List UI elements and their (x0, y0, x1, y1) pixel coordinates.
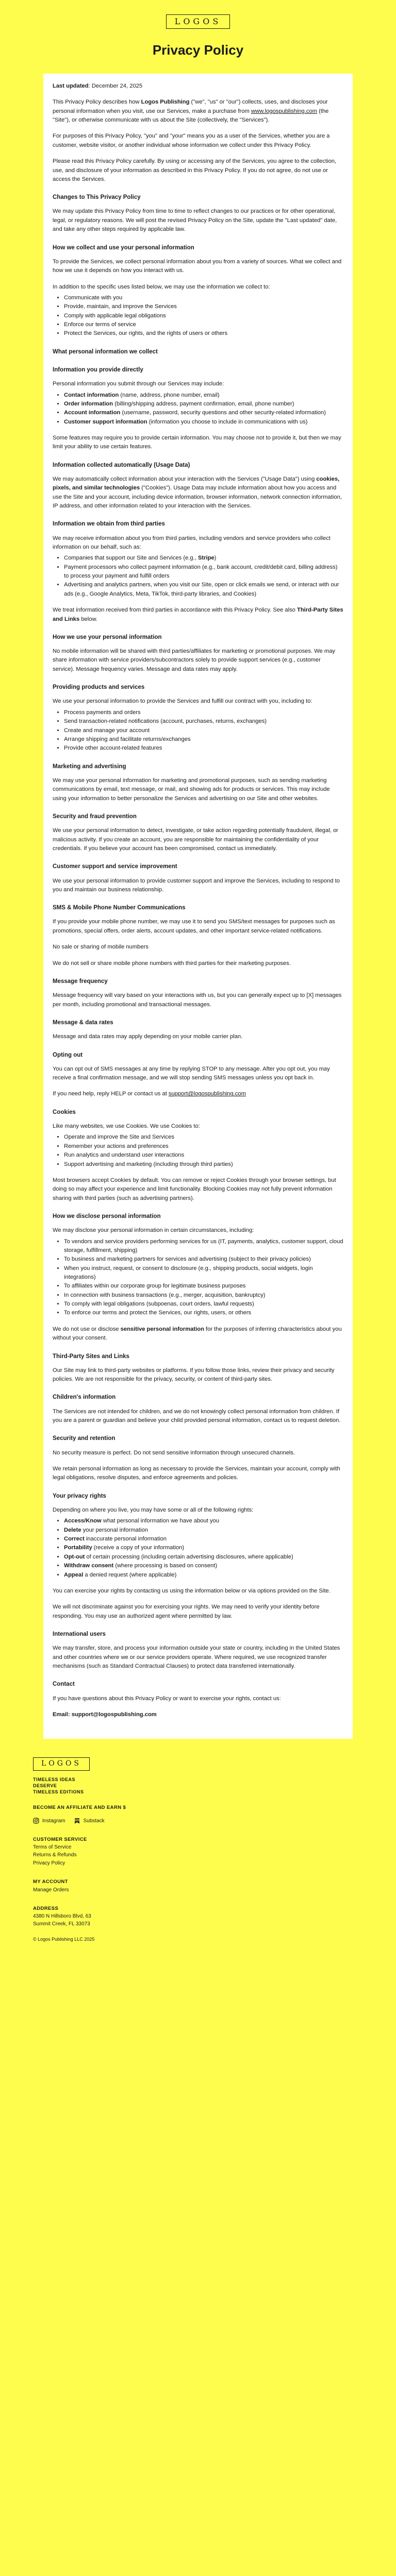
support-email-link[interactable]: support@logospublishing.com (168, 1091, 246, 1097)
section-heading-children: Children's information (53, 1394, 116, 1401)
cookies-list (64, 1133, 343, 1168)
list-item: • Process payments and orders (64, 708, 343, 717)
address-line: Summit Creek, FL 33073 (33, 1921, 90, 1927)
rights-text-1: You can exercise your rights by contacting us using the information below or via options provided on the Site. (53, 1587, 331, 1594)
address-title: ADDRESS (33, 1906, 59, 1912)
list-item: • Customer support information (information you choose to include in communications with us) (64, 418, 343, 427)
third-intro: We may receive information about you from third parties, including vendors and service providers who collect information on our behalf, such as: (53, 535, 331, 550)
contact-text: If you have questions about this Privacy Policy or want to exercise your rights, contact us: (53, 1695, 281, 1702)
customer-service-title: CUSTOMER SERVICE (33, 1836, 87, 1842)
opt-out-text: You can opt out of SMS messages at any time by replying STOP to any message. After you opt out, you may receive a final confirmation message, and we will stop sending SMS messages unless you opt back in. (53, 1065, 330, 1081)
list-item: • Companies that support our Site and Services (e.g., Stripe) (64, 554, 343, 563)
section-heading-rights: Your privacy rights (53, 1493, 106, 1499)
rights-list (64, 1517, 343, 1580)
list-item: • Create and manage your account (64, 726, 343, 735)
list-item: • Remember your actions and preferences (64, 1142, 343, 1151)
instagram-link[interactable]: Instagram (33, 1817, 65, 1825)
site-link[interactable]: www.logospublishing.com (251, 108, 318, 114)
retention-text-1: No security measure is perfect. Do not send sensitive information through unsecured channels. (53, 1449, 295, 1456)
section-heading-cookies: Cookies (53, 1109, 76, 1115)
list-item: • Account information (username, password, security questions and other security-related information) (64, 409, 343, 417)
my-account-title: MY ACCOUNT (33, 1879, 68, 1885)
list-item: • Access/Know what personal information we have about you (64, 1517, 343, 1526)
rights-intro: Depending on where you live, you may have some or all of the following rights: (53, 1507, 254, 1514)
use-info-text: No mobile information will be shared with third parties/affiliates for marketing or promotional purposes. We may share information with service providers/subcontractors solely to provide support services (e.g., customer service). Message frequency varies. Message and data rates may apply. (53, 648, 336, 672)
section-heading-usage: Information collected automatically (Usage Data) (53, 462, 190, 468)
list-item: • To business and marketing partners for services and advertising (subject to their privacy policies) (64, 1255, 343, 1264)
list-item: • Arrange shipping and facilitate returns/exchanges (64, 735, 343, 744)
support-text: We use your personal information to provide customer support and improve the Services, including to respond to you and maintain our business relationship. (53, 877, 340, 893)
cookies-intro: Like many websites, we use Cookies. We use Cookies to: (53, 1123, 200, 1130)
list-item: • To enforce our terms and protect the Services, our rights, users, or others (64, 1309, 343, 1317)
returns-link[interactable]: Returns & Refunds (33, 1852, 77, 1858)
list-item: • Portability (receive a copy of your information) (64, 1544, 343, 1552)
marketing-text: We may use your personal information for marketing and promotional purposes, such as sending marketing communications by email, text message, or mail, and showing ads for products or services. This may include using your information to better personalize the Services and advertising on our Site and other websites. (53, 777, 330, 802)
list-item: • Advertising and analytics partners, when you visit our Site, open or click emails we send, or interact with our ads (e.g., Google Analytics, Meta, TikTok, third-party libraries, and Cookies) (64, 581, 343, 599)
changes-text: We may update this Privacy Policy from time to time to reflect changes to our practices or for other operational, legal, or regulatory reasons. We will post the revised Privacy Policy on the Site, update the "Last updated" date, and take any other steps required by applicable law. (53, 208, 337, 233)
substack-icon (74, 1818, 80, 1824)
privacy-link[interactable]: Privacy Policy (33, 1860, 65, 1866)
disclose-list (64, 1238, 343, 1318)
disclose-intro: We may disclose your personal information in certain circumstances, including: (53, 1227, 254, 1234)
site-logo[interactable]: LOGOS (166, 14, 230, 29)
list-item: • Delete your personal information (64, 1526, 343, 1535)
international-text: We may transfer, store, and process your information outside your state or country, including in the United States and other countries where we or our service providers operate. Where required, we use recognized transfer mechanisms (such as Standard Contractual Clauses) to protect data transferred internationally. (53, 1645, 340, 1669)
page-title: Privacy Policy (152, 42, 244, 58)
list-item: • When you instruct, request, or consent to disclosure (e.g., shipping products, social widgets, login integrations) (64, 1264, 343, 1282)
section-heading-frequency: Message frequency (53, 978, 108, 985)
section-heading-security: Security and fraud prevention (53, 813, 137, 820)
list-item: • Order information (billing/shipping address, payment confirmation, email, phone number) (64, 400, 343, 409)
contact-email-link[interactable]: support@logospublishing.com (71, 1711, 157, 1718)
section-heading-retention: Security and retention (53, 1435, 116, 1442)
list-item: • Appeal a denied request (where applicable) (64, 1571, 343, 1580)
list-item: • Contact information (name, address, phone number, email) (64, 391, 343, 400)
purpose-paragraph: For purposes of this Privacy Policy, "you" and "your" means you as a user of the Services, whether you are a customer, website visitor, or another individual whose information we collect under this Privacy Policy. (53, 133, 330, 148)
sms-no-share: We do not sell or share mobile phone numbers with third parties for their marketing purposes. (53, 960, 291, 967)
section-heading-changes: Changes to This Privacy Policy (53, 194, 141, 201)
direct-intro: Personal information you submit through our Services may include: (53, 381, 224, 387)
affiliate-link[interactable]: BECOME AN AFFILIATE AND EARN $ (33, 1805, 126, 1811)
usage-text: We may automatically collect information about your interaction with the Services ("Usage Data") using cookies, pixels, and similar technologies ("Cookies"). Usage Data may include information about how you access and use the Site and your account, including device information, browser information, network connection information, IP address, and other information related to your interaction with the Services. (53, 476, 342, 510)
list-item: • To affiliates within our corporate group for legitimate business purposes (64, 1282, 343, 1291)
sms-text: If you provide your mobile phone number, we may use it to send you SMS/text messages for purposes such as promotions, special offers, order alerts, account updates, and other important service-related notifications. (53, 919, 335, 934)
security-text: We use your personal information to detect, investigate, or take action regarding potentially fraudulent, illegal, or malicious activity. If you create an account, you are responsible for maintaining the confidentiality of your credentials. If you believe your account has been compromised, contact us immediately. (53, 827, 338, 852)
section-heading-links: Third-Party Sites and Links (53, 1353, 129, 1360)
list-item: • In connection with business transactions (e.g., merger, acquisition, bankruptcy) (64, 1291, 343, 1300)
list-item: • To comply with legal obligations (subpoenas, court orders, lawful requests) (64, 1300, 343, 1309)
how-collect-text: To provide the Services, we collect personal information about you from a variety of sources. What we collect and how we use it depends on how you interact with us. (53, 258, 342, 274)
rates-text: Message and data rates may apply depending on your mobile carrier plan. (53, 1033, 243, 1040)
footer-tagline: TIMELESS IDEAS DESERVE TIMELESS EDITIONS (33, 1777, 84, 1794)
agreement-paragraph: Please read this Privacy Policy carefully. By using or accessing any of the Services, you agree to the collection, use, and disclosure of your information as described in this Privacy Policy. If you do not agree, do not use or access the Services. (53, 158, 337, 182)
instagram-icon (33, 1818, 39, 1824)
list-item: • To vendors and service providers performing services for us (IT, payments, analytics, customer support, cloud storage, fulfillment, shipping) (64, 1238, 343, 1256)
section-heading-marketing: Marketing and advertising (53, 763, 126, 770)
section-heading-providing: Providing products and services (53, 684, 145, 691)
list-item: • Correct inaccurate personal information (64, 1535, 343, 1544)
list-item: • Opt-out of certain processing (including certain advertising disclosures, where applicable) (64, 1553, 343, 1562)
list-item: • Communicate with you (64, 294, 343, 302)
list-item: • Payment processors who collect payment information (e.g., bank account, credit/debit card, billing address) to process your payment and fulfill orders (64, 563, 343, 581)
list-item: • Send transaction-related notifications (account, purchases, returns, exchanges) (64, 717, 343, 726)
disclose-note: We do not use or disclose sensitive personal information for the purposes of inferring characteristics about you without your consent. (53, 1326, 342, 1342)
providing-intro: We use your personal information to provide the Services and fulfill our contract with you, including to: (53, 698, 312, 705)
section-heading-what-collect: What personal information we collect (53, 348, 158, 355)
terms-link[interactable]: Terms of Service (33, 1844, 72, 1850)
section-heading-sms: SMS & Mobile Phone Number Communications (53, 905, 186, 911)
address-line: 4380 N Hillsboro Blvd, 63 (33, 1913, 91, 1920)
frequency-text: Message frequency will vary based on your interactions with us, but you can generally expect up to [X] messages per month, including promotional and transactional messages. (53, 992, 342, 1008)
section-heading-disclose: How we disclose personal information (53, 1213, 161, 1219)
policy-content (43, 74, 353, 1739)
site-footer (0, 1739, 396, 1959)
section-heading-direct: Information you provide directly (53, 366, 143, 373)
social-links (33, 1817, 363, 1825)
footer-logo[interactable]: LOGOS (33, 1757, 90, 1771)
list-item: • Enforce our terms of service (64, 320, 343, 329)
section-heading-how-collect: How we collect and use your personal information (53, 244, 194, 251)
help-text: If you need help, reply HELP or contact us at support@logospublishing.com (53, 1091, 246, 1097)
providing-list (64, 708, 343, 753)
retention-text-2: We retain personal information as long as necessary to provide the Services, maintain your account, comply with legal obligations, resolve disputes, and enforce agreements and policies. (53, 1466, 340, 1481)
copyright: © Logos Publishing LLC 2025 (33, 1937, 95, 1942)
list-item: • Run analytics and understand user interactions (64, 1151, 343, 1160)
third-list (64, 554, 343, 599)
third-note: We treat information received from third parties in accordance with this Privacy Policy. See also Third-Party Sites and Links below. (53, 607, 343, 622)
section-heading-contact: Contact (53, 1681, 75, 1688)
section-heading-opt-out: Opting out (53, 1052, 83, 1058)
list-item: • Provide, maintain, and improve the Services (64, 302, 343, 311)
list-item: • Protect the Services, our rights, and the rights of users or others (64, 329, 343, 338)
list-item: • Operate and improve the Site and Services (64, 1133, 343, 1142)
last-updated: Last updated: December 24, 2025 (53, 83, 143, 89)
intro-paragraph: This Privacy Policy describes how Logos Publishing ("we", "us" or "our") collects, uses, and discloses your personal information when you visit, use our Services, make a purchase from www.logospublishing.com (the "Site"), or otherwise communicate with us about the Site (collectively, the "Services"). (53, 99, 329, 124)
how-collect-intro: In addition to the specific uses listed below, we may use the information we collect to: (53, 283, 270, 290)
section-heading-support: Customer support and service improvement (53, 863, 177, 870)
contact-email: Email: support@logospublishing.com (53, 1711, 157, 1718)
list-item: • Support advertising and marketing (including through third parties) (64, 1160, 343, 1169)
substack-link[interactable]: Substack (74, 1817, 104, 1825)
direct-note: Some features may require you to provide certain information. You may choose not to provide it, but then we may limit your ability to use certain features. (53, 434, 341, 450)
cookies-note: Most browsers accept Cookies by default. You can remove or reject Cookies through your browser settings, but doing so may affect your experience and limit functionality. Blocking Cookies may not fully prevent information sharing with third parties (such as advertising partners). (53, 1177, 336, 1201)
list-item: • Comply with applicable legal obligations (64, 312, 343, 320)
section-heading-international: International users (53, 1631, 106, 1637)
use-list (64, 294, 343, 338)
section-heading-rates: Message & data rates (53, 1019, 113, 1026)
section-heading-third-parties: Information we obtain from third parties (53, 521, 165, 528)
list-item: • Provide other account-related features (64, 744, 343, 753)
rights-text-2: We will not discriminate against you for exercising your rights. We may need to verify your identity before responding. You may use an authorized agent where permitted by law. (53, 1604, 320, 1619)
links-text: Our Site may link to third-party websites or platforms. If you follow those links, review their privacy and security policies. We are not responsible for the privacy, security, or content of third-party sites. (53, 1367, 335, 1383)
list-item: • Withdraw consent (where processing is based on consent) (64, 1562, 343, 1570)
direct-list (64, 391, 343, 427)
children-text: The Services are not intended for children, and we do not knowingly collect personal information from children. If you are a parent or guardian and believe your child provided personal information, contact us to request deletion. (53, 1408, 341, 1424)
page-header (0, 0, 396, 60)
section-heading-use-info: How we use your personal information (53, 634, 162, 640)
sms-no-sale: No sale or sharing of mobile numbers (53, 944, 148, 951)
manage-orders-link[interactable]: Manage Orders (33, 1887, 69, 1893)
